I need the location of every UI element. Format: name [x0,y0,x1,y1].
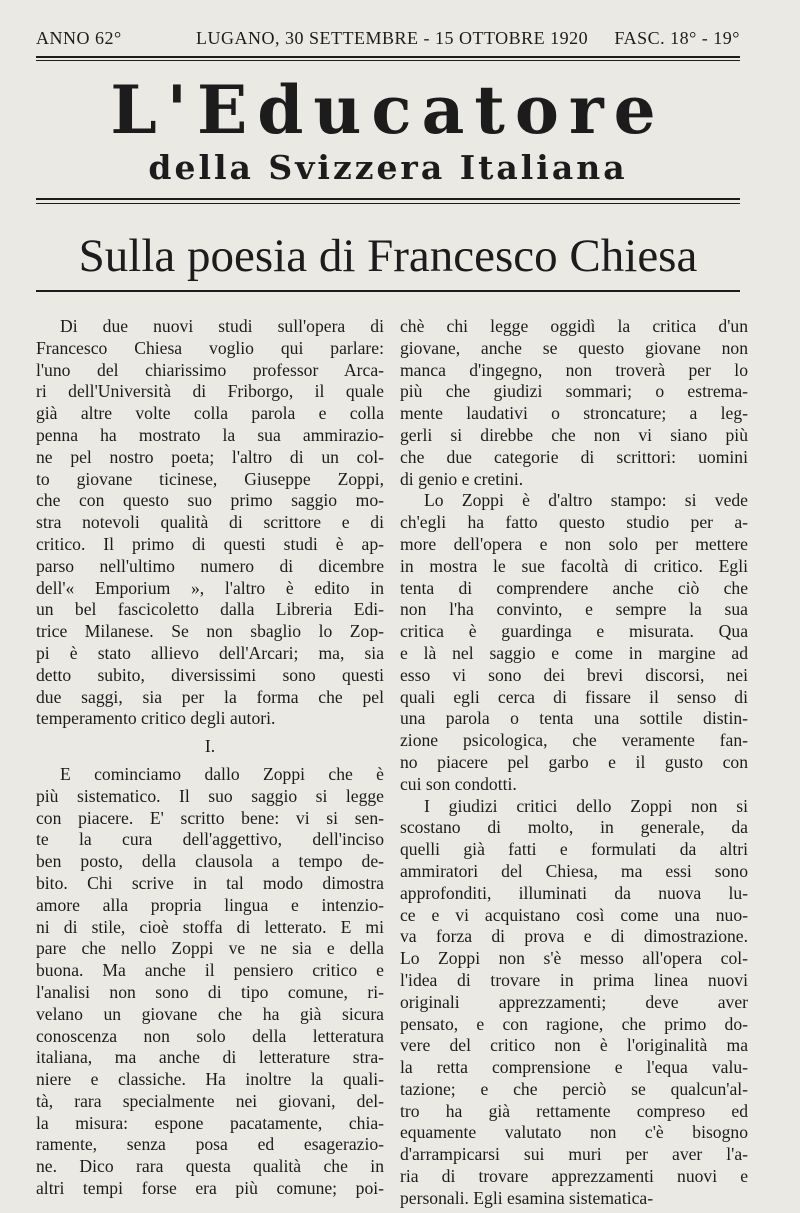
text-line: ammiratori del Chiesa, ma essi sono [400,860,748,881]
article-column-left [36,316,384,1200]
masthead-rule-bottom [36,203,740,204]
text-line: stra notevoli qualità di scrittore e di [36,512,384,533]
text-line: mente laudativi o stroncature; a leg- [400,403,748,424]
text-line: ria di trovare apprezzamenti nuovi e [400,1166,748,1187]
text-line: ne. Dico rara questa qualità che in [36,1156,384,1177]
text-line: critica è guardinga e misurata. Qua [400,621,748,642]
text-line: Lo Zoppi è d'altro stampo: si vede [424,490,748,511]
text-line: zione psicologica, che veramente fan- [400,730,748,751]
text-line: Lo Zoppi non s'è messo all'opera col- [400,948,748,969]
text-line: manca d'ingegno, non troverà per lo [400,359,748,380]
article-column-right [400,316,748,1210]
text-line: ch'egli ha fatto questo studio per a- [400,512,748,533]
text-line: più che giudizi sommari; o estrema- [400,381,748,402]
text-line: critico. Il primo di questi studi è ap- [36,533,384,554]
text-line: conoscenza non solo della letteratura [36,1025,384,1046]
text-line: Francesco Chiesa voglio qui parlare: [36,337,384,358]
masthead-title: L'Educatore [110,71,666,149]
text-line: niere e classiche. Ha inoltre la quali- [36,1069,384,1090]
text-line: l'analisi non sono di tipo comune, ri- [36,981,384,1002]
text-line: tazione; e che perciò se qualcun'al- [400,1078,748,1099]
issue-number-label: FASC. 18° - 19° [614,28,740,48]
text-line: che due categorie di scrittori: uomini [400,446,748,467]
text-line: altri tempi forse era più comune; poi- [36,1178,384,1199]
text-line: personali. Egli esamina sistematica- [400,1187,654,1208]
text-line: velano un giovane che ha già sicura [36,1003,384,1024]
text-line: già altre volte colla parola e colla [36,403,384,424]
text-line: l'idea di trovare in prima linea nuovi [400,969,748,990]
text-line: quali egli cerca di fissare il senso di [400,686,748,707]
text-line: d'arrampicarsi sui muri per aver l'a- [400,1144,748,1165]
text-line: detto subito, diversissimi sono questi [36,664,384,685]
text-line: pi è stato allievo dell'Arcari; ma, sia [36,642,384,663]
text-line: ri dell'Università di Friborgo, il quale [36,381,384,402]
text-line: che con questo suo primo saggio mo- [36,490,384,511]
text-line: dell'« Emporium », l'altro è edito in [36,577,384,598]
text-line: I giudizi critici dello Zoppi non si [424,795,748,816]
text-line: no piacere pel garbo e il gusto con [400,751,748,772]
text-line: tenta di comprendere anche ciò che [400,577,748,598]
header-rule-bottom [36,60,740,61]
text-line: approfonditi, illuminati da nuova lu- [400,882,748,903]
text-line: ne pel nostro poeta; l'altro di un col- [36,446,384,467]
place-date-label: LUGANO, 30 SETTEMBRE - 15 OTTOBRE 1920 [196,28,589,48]
text-line: scostano di molto, in generale, da [400,817,748,838]
text-line: temperamento critico degli autori. [36,708,276,729]
text-line: un bel fascicoletto dalla Libreria Edi- [36,599,384,620]
text-line: tro ha già rettamente compreso ed [400,1100,748,1121]
text-line: giovane, anche se questo giovane non [400,337,748,358]
text-line: te la cura dell'aggettivo, dell'inciso [36,829,384,850]
text-line: trice Milanese. Se non sbaglio lo Zop- [36,621,384,642]
text-line: penna ha mostrato la sua ammirazio- [36,424,384,445]
text-line: va forza di prova e di dimostrazione. [400,926,748,947]
text-line: E cominciamo dallo Zoppi che è [60,763,384,784]
text-line: più sistematico. Il suo saggio si legge [36,785,384,806]
text-line: equamente valutato non c'è bisogno [400,1122,748,1143]
text-line: la retta comprensione e l'equa valu- [400,1057,748,1078]
text-line: due saggi, sia per la forma che pel [36,686,384,707]
text-line: buona. Ma anche il pensiero critico e [36,960,384,981]
text-line: I. [204,736,216,757]
title-rule [36,290,740,292]
text-line: di genio e cretini. [400,468,524,489]
text-line: amore alla propria lingua e intenzio- [36,894,384,915]
text-line: pare che nello Zoppi ve ne sia e della [36,938,384,959]
text-line: ramente, senza posa ed esagerazio- [36,1134,384,1155]
header-rule-top [36,56,740,58]
text-line: more dell'opera e non solo per mettere [400,533,748,554]
text-line: parso nell'ultimo numero di dicembre [36,555,384,576]
text-line: l'uno del chiarissimo professor Arca- [36,359,384,380]
text-line: cui son condotti. [400,773,517,794]
text-line: vere del critico non è l'originalità ma [400,1035,748,1056]
text-line: e là nel saggio e come in margine ad [400,642,748,663]
issue-header [36,28,740,52]
text-line: con piacere. E' scritto bene: vi si sen- [36,807,384,828]
masthead-rule-top [36,198,740,200]
text-line: gerli si direbbe che non vi siano più [400,424,748,445]
text-line: italiana, ma anche di letterature stra- [36,1047,384,1068]
text-line: quelli già fatti e formulati da altri [400,839,748,860]
text-line: bito. Chi scrive in tal modo dimostra [36,872,384,893]
text-line: non l'ha convinto, e sempre la sua [400,599,748,620]
text-line: ce e vi acquistano così come una nuo- [400,904,748,925]
text-line: una parola o tenta una sottile distin- [400,708,748,729]
text-line: tà, rara specialmente nei giovani, del- [36,1090,384,1111]
text-line: in mostra le sue facoltà di critico. Egli [400,555,748,576]
article-title: Sulla poesia di Francesco Chiesa [78,230,698,282]
text-line: ni di stile, cioè stoffa di letterato. E mi [36,916,384,937]
masthead-subtitle: della Svizzera Italiana [148,148,628,187]
text-line: pensato, e con ragione, che primo do- [400,1013,748,1034]
text-line: ben posto, della clausola a tempo de- [36,851,384,872]
volume-label: ANNO 62° [36,28,122,48]
text-line: originali apprezzamenti; deve aver [400,991,748,1012]
text-line: Di due nuovi studi sull'opera di [60,316,384,336]
text-line: la misura: espone pacatamente, chia- [36,1112,384,1133]
text-line: chè chi legge oggidì la critica d'un [400,316,748,336]
text-line: to giovane ticinese, Giuseppe Zoppi, [36,468,384,489]
text-line: esso vi sono dei brevi discorsi, nei [400,664,748,685]
